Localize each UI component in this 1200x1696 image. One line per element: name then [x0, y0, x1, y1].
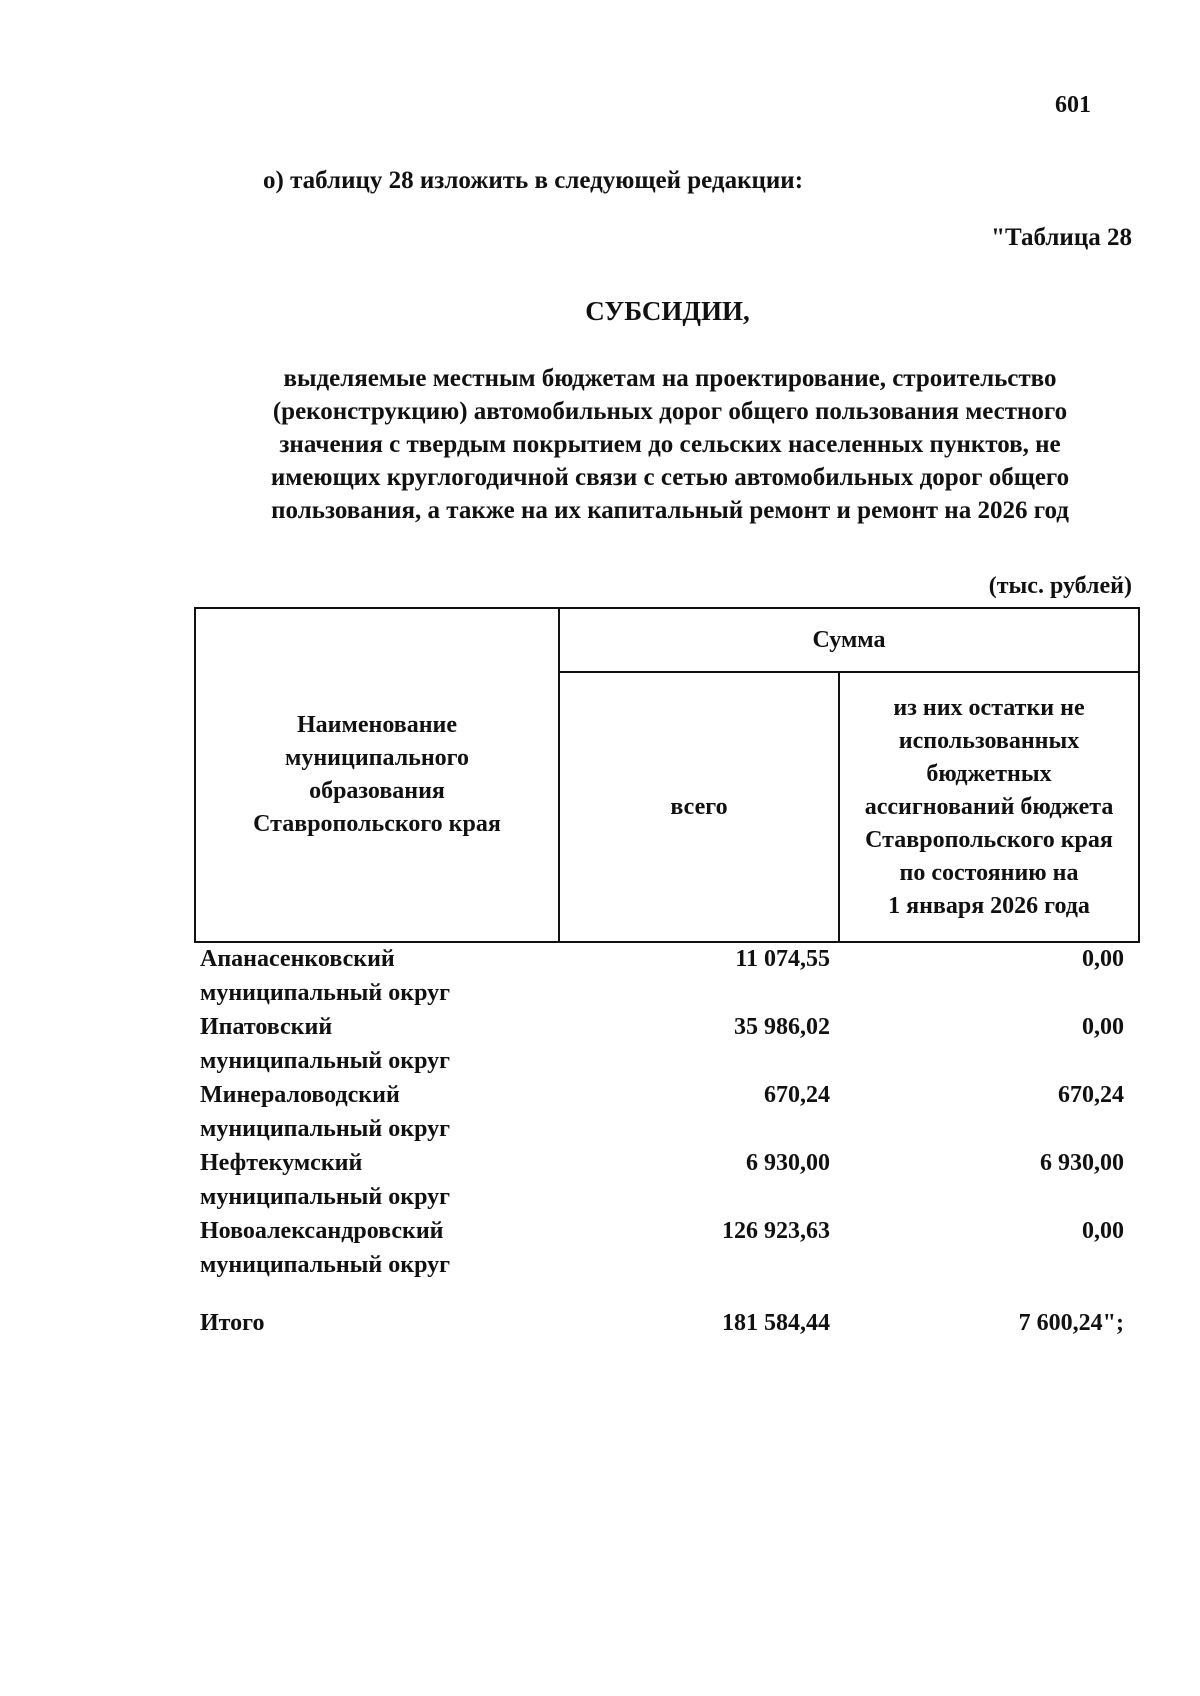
row-name-line: муниципальный округ [200, 1116, 451, 1142]
header-total-cell: всего [559, 672, 839, 942]
row-name-line: муниципальный округ [200, 1048, 451, 1074]
header-name-line: Наименование [297, 712, 457, 738]
row-rest: 0,00 [1082, 946, 1124, 972]
units-label: (тыс. рублей) [988, 573, 1132, 599]
subtitle-line: пользования, а также на их капитальный ремонт и ремонт на 2026 год [271, 497, 1069, 524]
table-row [194, 1146, 1138, 1214]
table-row [194, 942, 1138, 1010]
row-total: 670,24 [764, 1082, 830, 1108]
row-name [194, 1146, 558, 1214]
row-name-line: Ипатовский [200, 1014, 333, 1040]
row-total: 6 930,00 [746, 1150, 830, 1176]
row-total: 35 986,02 [734, 1014, 830, 1040]
header-rest-line: использованных [898, 727, 1080, 754]
row-rest: 0,00 [1082, 1014, 1124, 1040]
row-name-line: муниципальный округ [200, 980, 451, 1006]
header-sum-cell: Сумма [559, 608, 1139, 672]
row-name-line: Новоалександровский [200, 1218, 444, 1244]
row-name-line: муниципальный округ [200, 1184, 451, 1210]
row-rest: 0,00 [1082, 1218, 1124, 1244]
row-name-line: Минераловодский [200, 1082, 400, 1108]
total-name: Итого [200, 1310, 265, 1336]
table-label: "Таблица 28 [991, 224, 1132, 251]
row-total: 126 923,63 [722, 1218, 830, 1244]
subtitle-line: выделяемые местным бюджетам на проектирование, строительство [283, 365, 1057, 392]
header-name-line: образования [309, 778, 445, 804]
table-header [194, 607, 1140, 943]
header-rest-line: 1 января 2026 года [888, 892, 1090, 919]
header-rest-line: бюджетных [926, 760, 1052, 787]
header-rest-line: по состоянию на [899, 859, 1079, 886]
row-name [194, 1010, 558, 1078]
subtitle-line: значения с твердым покрытием до сельских населенных пунктов, не [279, 431, 1061, 458]
subtitle-line: (реконструкцию) автомобильных дорог общего пользования местного [272, 398, 1068, 425]
document-subtitle [190, 362, 1150, 527]
row-name-line: муниципальный округ [200, 1252, 451, 1278]
table-body [194, 942, 1138, 1340]
row-total: 11 074,55 [735, 946, 830, 972]
header-name-cell [195, 608, 559, 942]
table-row [194, 1214, 1138, 1282]
header-rest-line: ассигнований бюджета [864, 793, 1114, 820]
page-number: 601 [1055, 92, 1091, 118]
intro-text: о) таблицу 28 изложить в следующей редакции: [263, 167, 804, 194]
total-rest: 7 600,24"; [1018, 1310, 1124, 1336]
header-rest-line: из них остатки не [893, 694, 1085, 721]
row-rest: 6 930,00 [1040, 1150, 1124, 1176]
table-row [194, 1078, 1138, 1146]
row-name-line: Нефтекумский [200, 1150, 363, 1176]
header-name-line: Ставропольского края [253, 811, 501, 837]
row-name [194, 1078, 558, 1146]
row-rest: 670,24 [1058, 1082, 1124, 1108]
subtitle-line: имеющих круглогодичной связи с сетью автомобильных дорог общего [270, 464, 1070, 491]
row-name [194, 942, 558, 1010]
header-rest-line: Ставропольского края [865, 826, 1113, 853]
header-name-line: муниципального [285, 745, 469, 771]
row-name-line: Апанасенковский [200, 946, 395, 972]
table-total-row [194, 1306, 1138, 1340]
row-name [194, 1214, 558, 1282]
table-row [194, 1010, 1138, 1078]
total-sum: 181 584,44 [722, 1310, 830, 1336]
header-rest-cell [839, 672, 1139, 942]
document-title: СУБСИДИИ, [585, 296, 750, 326]
